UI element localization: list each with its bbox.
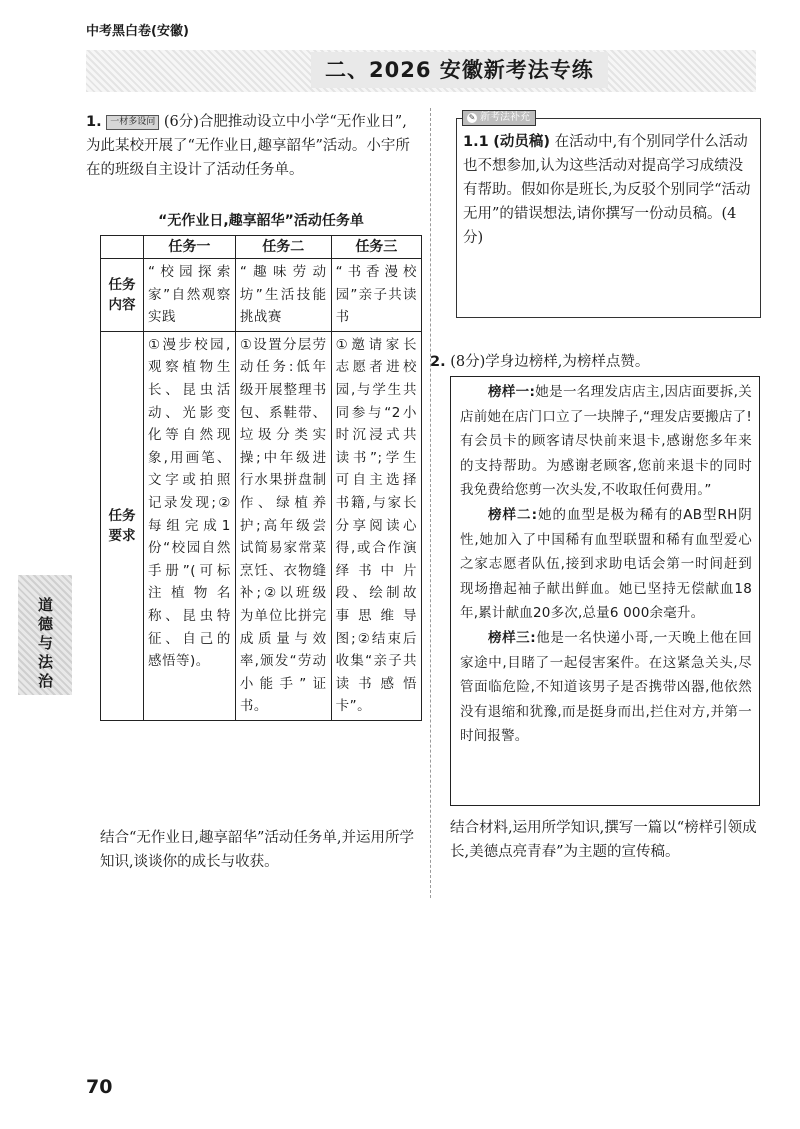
task-header-1: 任务一 xyxy=(144,236,236,259)
supplement-tag xyxy=(462,110,536,126)
question-1-prompt: 结合“无作业日,趣享韶华”活动任务单,并运用所学知识,谈谈你的成长与收获。 xyxy=(100,830,415,870)
question-1-number: 1. xyxy=(86,114,102,130)
question-2-prompt: 结合材料,运用所学知识,撰写一篇以“榜样引领成长,美德点亮青春”为主题的宣传稿。 xyxy=(450,820,757,860)
supplement-text: 在活动中,有个别同学什么活动也不想参加,认为这些活动对提高学习成绩没有帮助。假如你是班长,为反驳个别同学“活动无用”的错误想法,请你撰写一份动员稿。(4分) xyxy=(463,134,751,246)
supplement-question xyxy=(463,130,753,250)
task-table-header-row xyxy=(101,236,422,259)
task-header-3: 任务三 xyxy=(331,236,421,259)
task-content-row xyxy=(101,259,422,332)
model-paragraph-2 xyxy=(460,503,752,626)
model-paragraph-3 xyxy=(460,626,752,749)
task-table-corner xyxy=(101,236,144,259)
section-title: 二、2026 安徽新考法专练 xyxy=(311,52,608,88)
task-requirement-row xyxy=(101,331,422,720)
model-material-text xyxy=(460,380,752,749)
supplement-tag-label: 新考法补充 xyxy=(480,112,530,123)
supplement-type: (动员稿) xyxy=(493,134,551,150)
model-label-3: 榜样三: xyxy=(488,629,536,646)
section-banner xyxy=(86,50,756,92)
pencil-icon: ✎ xyxy=(468,113,476,122)
task-table-title: “无作业日,趣享韶华”活动任务单 xyxy=(158,213,364,229)
model-text-2: 她的血型是极为稀有的AB型RH阴性,她加入了中国稀有血型联盟和稀有血型爱心之家志愿者队伍,接到求助电话会第一时间赶到现场撸起袖子献出鲜血。她已坚持无偿献血18年,累计献血20多次,总量6 000余毫升。 xyxy=(460,506,752,622)
question-1 xyxy=(86,110,421,182)
series-header: 中考黑白卷(安徽) xyxy=(86,24,189,39)
page-number: 70 xyxy=(86,1076,113,1098)
task-requirement-1: ①漫步校园,观察植物生长、昆虫活动、光影变化等自然现象,用画笔、文字或拍照记录发现;②每组完成1份“校园自然手册”(可标注植物名称、昆虫特征、自己的感悟等)。 xyxy=(144,331,236,720)
task-requirement-3: ①邀请家长志愿者进校园,与学生共同参与“2小时沉浸式共读书”;学生可自主选择书籍,与家长分享阅读心得,或合作演绎书中片段、绘制故事思维导图;②结束后收集“亲子共读书感悟卡”。 xyxy=(331,331,421,720)
model-text-1: 她是一名理发店店主,因店面要拆,关店前她在店门口立了一块牌子,“理发店要搬店了!有会员卡的顾客请尽快前来退卡,感谢您多年来的支持帮助。为感谢老顾客,您前来退卡的同时我免费给您剪一次头发,不收取任何费用。” xyxy=(460,384,752,499)
task-content-2: “趣味劳动坊”生活技能挑战赛 xyxy=(235,259,331,332)
model-label-2: 榜样二: xyxy=(488,506,538,523)
subject-label: 道德与法治 xyxy=(38,596,54,690)
model-paragraph-1 xyxy=(460,380,752,503)
task-header-2: 任务二 xyxy=(235,236,331,259)
task-content-1: “校园探索家”自然观察实践 xyxy=(144,259,236,332)
task-table xyxy=(100,235,422,721)
question-1-intro: (6分)合肥推动设立中小学“无作业日”,为此某校开展了“无作业日,趣享韶华”活动。小宇所在的班级自主设计了活动任务单。 xyxy=(86,114,410,178)
task-content-label: 任务内容 xyxy=(101,259,144,332)
task-content-3: “书香漫校园”亲子共读书 xyxy=(331,259,421,332)
task-requirement-2: ①设置分层劳动任务:低年级开展整理书包、系鞋带、垃圾分类实操;中年级进行水果拼盘制作、绿植养护;高年级尝试简易家常菜烹饪、衣物缝补;②以班级为单位比拼完成质量与效率,颁发“劳动小能手”证书。 xyxy=(235,331,331,720)
column-divider xyxy=(430,108,431,898)
model-label-1: 榜样一: xyxy=(488,384,536,400)
model-text-3: 他是一名快递小哥,一天晚上他在回家途中,目睹了一起侵害案件。在这紧急关头,尽管面临危险,不知道该男子是否携带凶器,他依然没有退缩和犹豫,而是挺身而出,拦住对方,并第一时间报警。 xyxy=(460,629,752,745)
question-2-intro: (8分)学身边榜样,为榜样点赞。 xyxy=(450,354,650,370)
supplement-number: 1.1 xyxy=(463,134,489,150)
question-2-number: 2. xyxy=(430,354,446,370)
question-2 xyxy=(430,350,770,374)
question-1-tag: 一材多设问 xyxy=(106,115,159,130)
task-requirement-label: 任务要求 xyxy=(101,331,144,720)
